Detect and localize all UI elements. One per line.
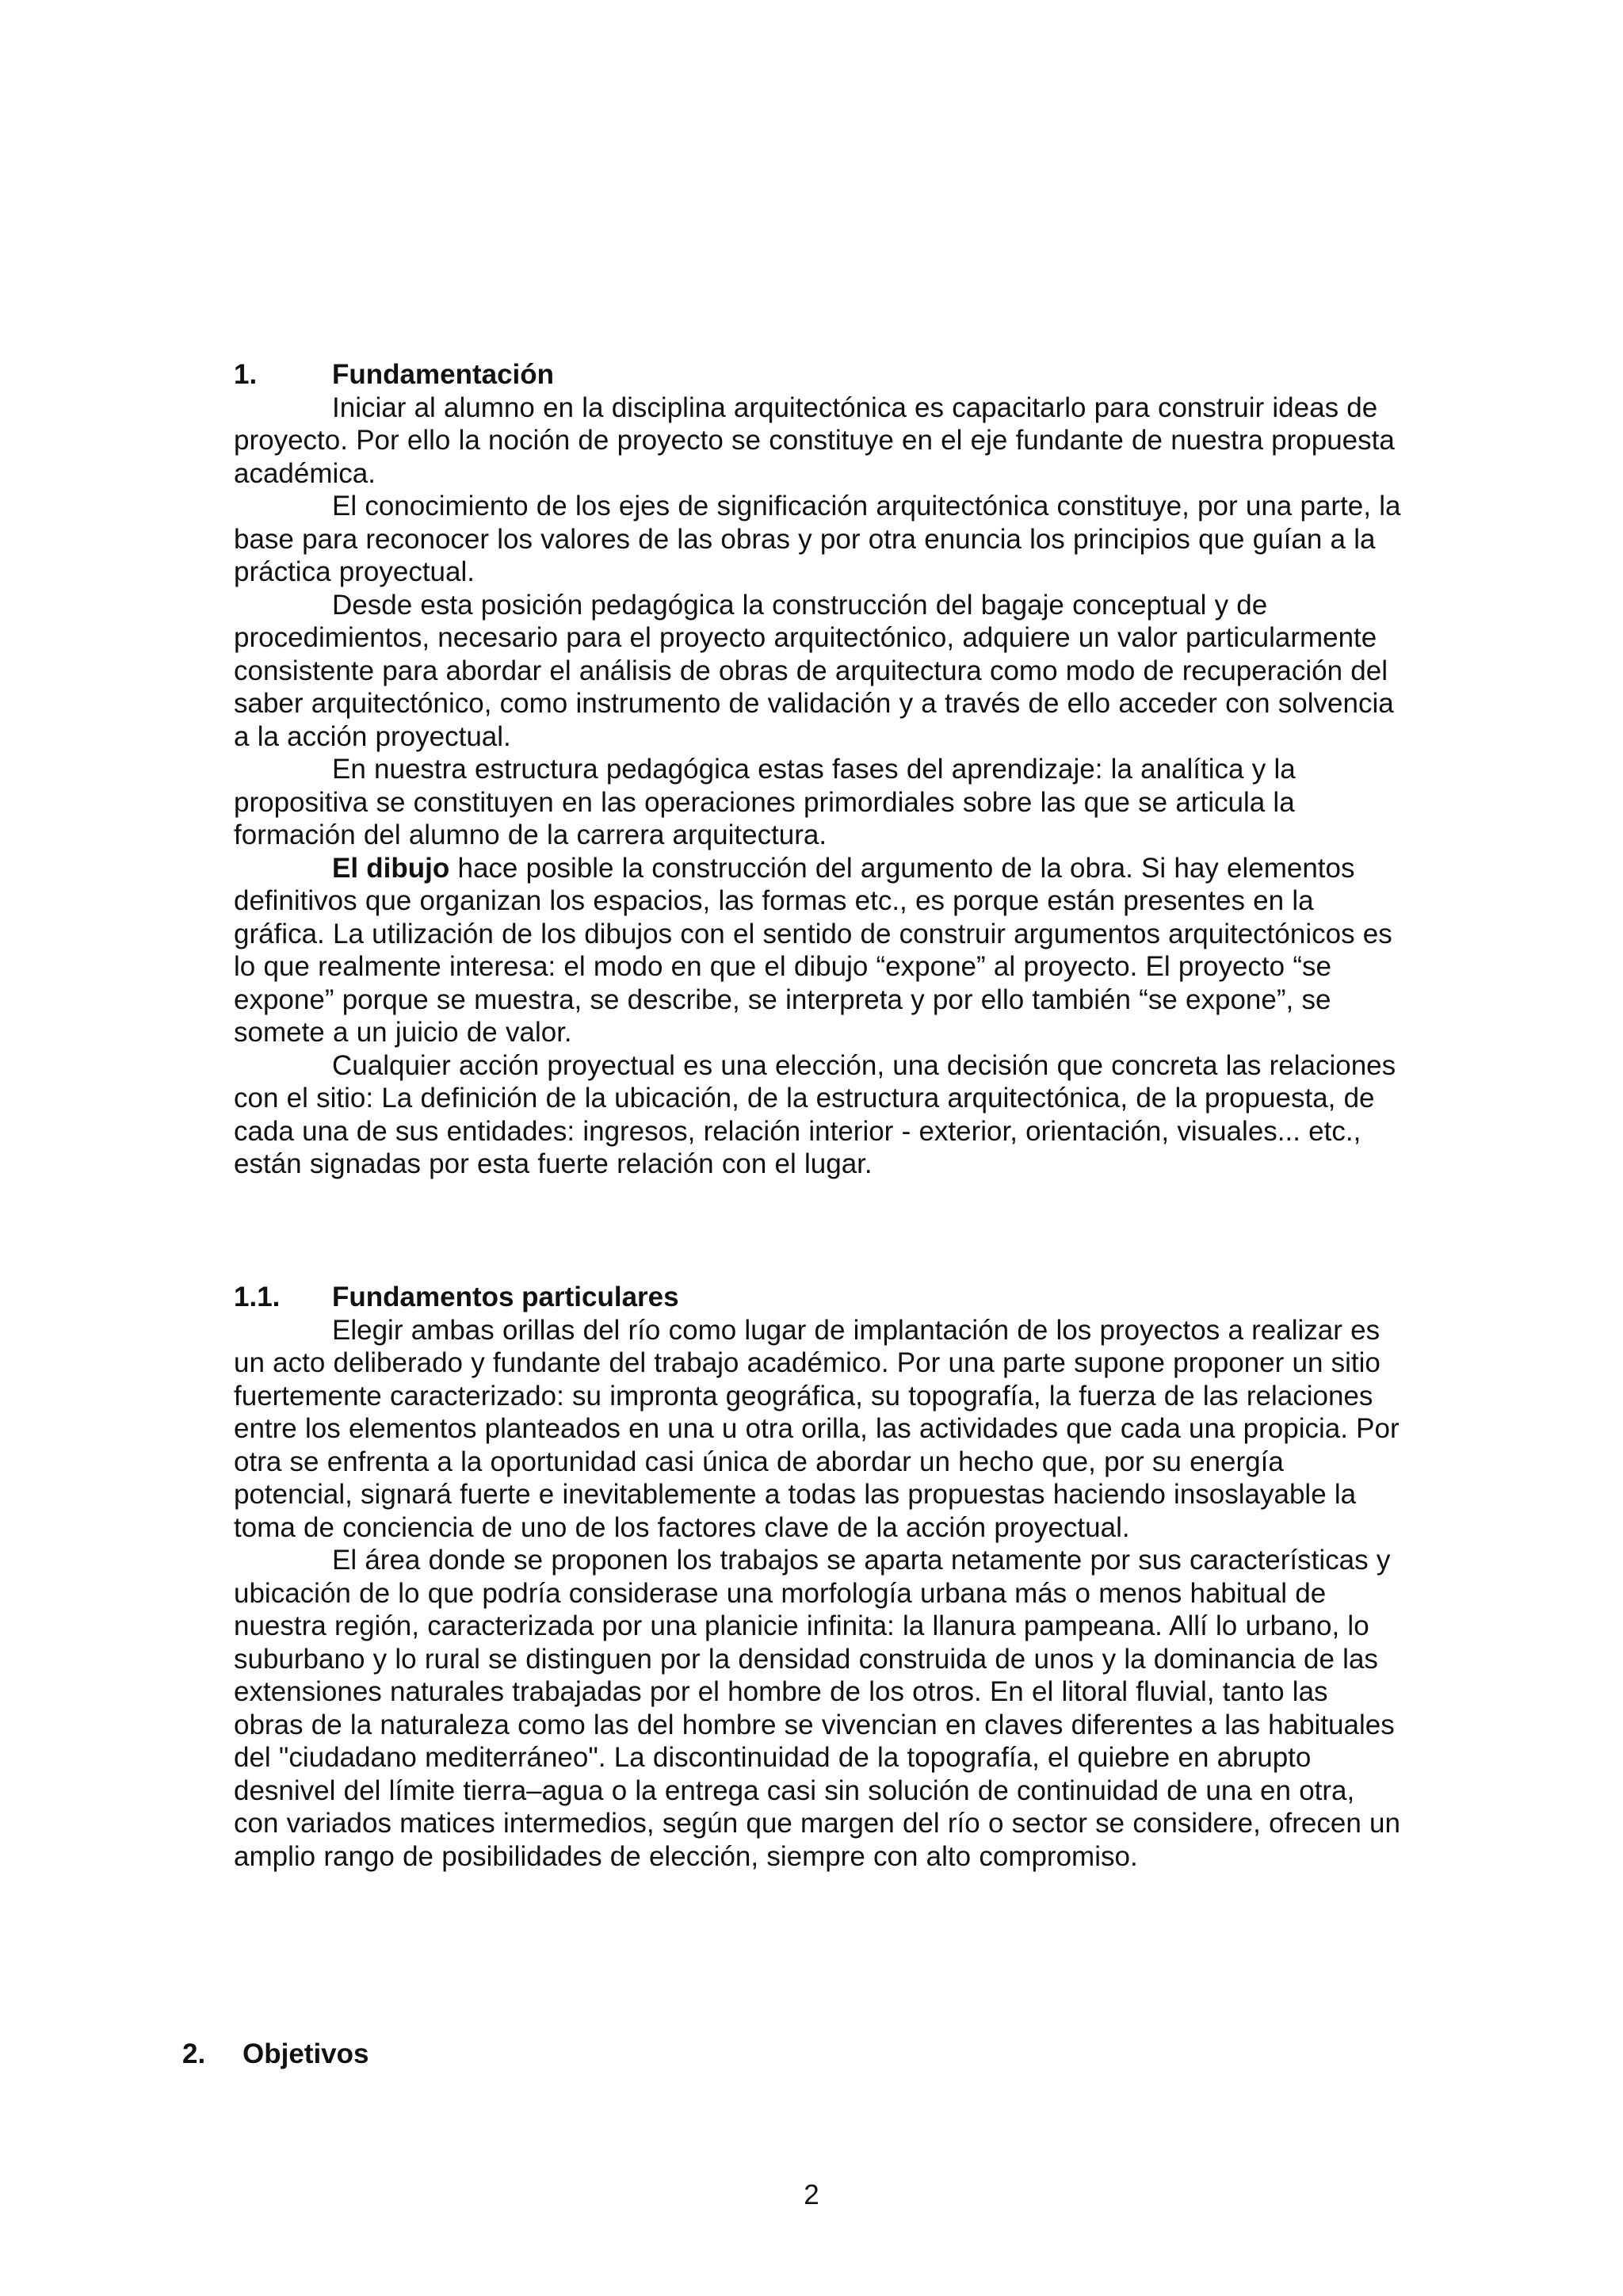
paragraph: Elegir ambas orillas del río como lugar de implantación de los proyectos a realizar es un acto deliberado y fundante del trabajo académico. Por una parte supone proponer un sitio fuertemente caracterizado: su impronta geográfica, su topografía, la fuerza de las relaciones entre los elementos planteados en una u otra orilla, las actividades que cada una propicia. Por otra se enfrenta a la oportunidad casi única de abordar un hecho que, por su energía potencial, signará fuerte e inevitablemente a todas las propuestas haciendo insoslayable la toma de conciencia de uno de los factores clave de la acción proyectual.: [234, 1314, 1400, 1543]
section-number: 1.: [234, 359, 258, 390]
section-number: 2.: [182, 2038, 206, 2069]
paragraph: Cualquier acción proyectual es una elección, una decisión que concreta las relaciones con el sitio: La definición de la ubicación, de la estructura arquitectónica, de la propuesta, de cada una de sus entidades: ingresos, relación interior - exterior, orientación, visuales... etc., están signadas por esta fuerte relación con el lugar.: [234, 1049, 1396, 1179]
section-title: Objetivos: [242, 2038, 369, 2069]
paragraph: Desde esta posición pedagógica la construcción del bagaje conceptual y de procedimientos, necesario para el proyecto arquitectónico, adquiere un valor particularmente consistente para abordar el análisis de obras de arquitectura como modo de recuperación del saber arquitectónico, como instrumento de validación y a través de ello acceder con solvencia a la acción proyectual.: [234, 589, 1394, 752]
section-number: 1.1.: [234, 1282, 281, 1312]
section-title: Fundamentación: [332, 359, 555, 390]
section-title: Fundamentos particulares: [332, 1282, 679, 1312]
bold-lead: El dibujo: [332, 852, 450, 884]
paragraph: Iniciar al alumno en la disciplina arquitectónica es capacitarlo para construir ideas de proyecto. Por ello la noción de proyecto se constituye en el eje fundante de nuestra propuesta académica.: [234, 392, 1395, 489]
page-number: 2: [804, 2179, 819, 2210]
paragraph: El área donde se proponen los trabajos se aparta netamente por sus características y ubicación de lo que podría considerase una morfología urbana más o menos habitual de nuestra región, caracterizada por una planicie infinita: la llanura pampeana. Allí lo urbano, lo suburbano y lo rural se distinguen por la densidad construida de unos y la dominancia de las extensiones naturales trabajadas por el hombre de los otros. En el litoral fluvial, tanto las obras de la naturaleza como las del hombre se vivencian en claves diferentes a las habituales del "ciudadano mediterráneo". La discontinuidad de la topografía, el quiebre en abrupto desnivel del límite tierra–agua o la entrega casi sin solución de continuidad de una en otra, con variados matices intermedios, según que margen del río o sector se considere, ofrecen un amplio rango de posibilidades de elección, siempre con alto compromiso.: [234, 1545, 1400, 1872]
section-heading: [234, 1281, 1403, 1314]
paragraph-text: hace posible la construcción del argumento de la obra. Si hay elementos definitivos que organizan los espacios, las formas etc., es porque están presentes en la gráfica. La utilización de los dibujos con el sentido de construir argumentos arquitectónicos es lo que realmente interesa: el modo en que el dibujo “expone” al proyecto. El proyecto “se expone” porque se muestra, se describe, se interpreta y por ello también “se expone”, se somete a un juicio de valor.: [234, 852, 1392, 1048]
section-fundamentos-particulares: [234, 1281, 1403, 1873]
section-heading: [182, 2038, 369, 2071]
paragraph: En nuestra estructura pedagógica estas fases del aprendizaje: la analítica y la propositiva se constituyen en las operaciones primordiales sobre las que se articula la formación del alumno de la carrera arquitectura.: [234, 754, 1296, 850]
paragraph-dibujo: [234, 852, 1403, 1049]
section-heading: [234, 358, 1403, 392]
section-fundamentacion: [234, 358, 1403, 1181]
section-objetivos: [182, 2038, 369, 2071]
paragraph: El conocimiento de los ejes de significación arquitectónica constituye, por una parte, la base para reconocer los valores de las obras y por otra enuncia los principios que guían a la práctica proyectual.: [234, 491, 1401, 587]
